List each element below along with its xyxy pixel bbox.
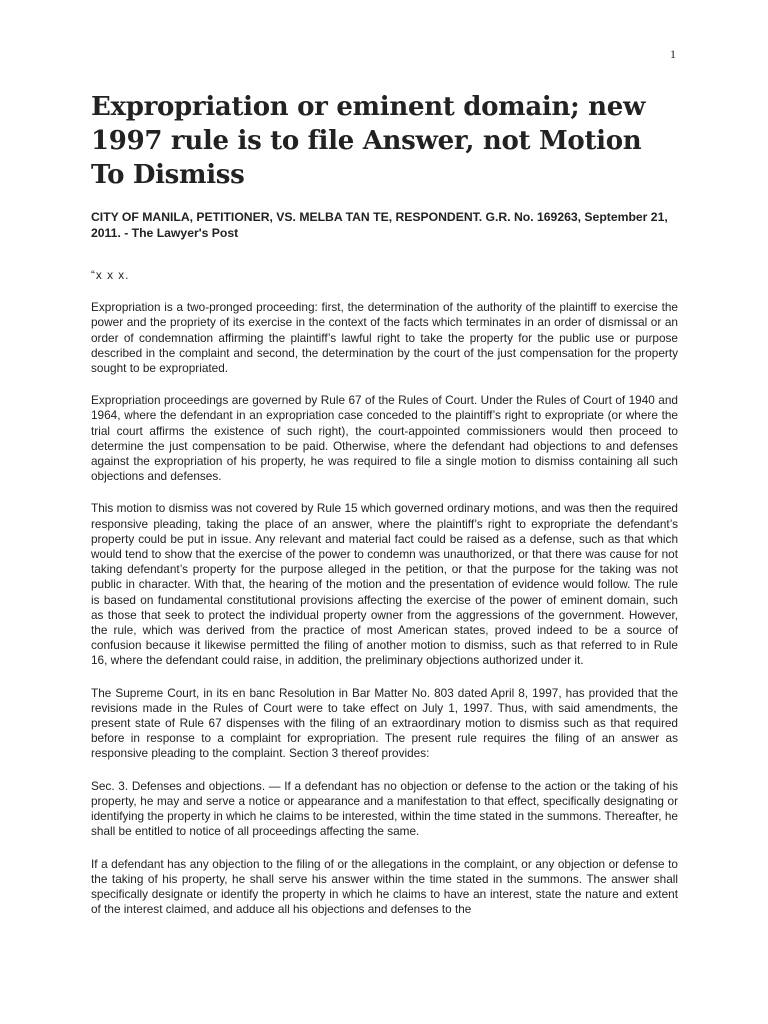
paragraph: The Supreme Court, in its en banc Resolution in Bar Matter No. 803 dated April 8, 1997, has provided that the revisions made in the Rules of Court were to take effect on July 1, 1997. Thus, with said amendments, the present state of Rule 67 dispenses with the filing of an extraordinary motion to dismiss such as that required before in response to a complaint for expropriation. The present rule requires the filing of an answer as responsive pleading to the complaint. Section 3 thereof provides: (91, 685, 678, 761)
article-body (91, 90, 678, 934)
article-title: Expropriation or eminent domain; new 1997 rule is to file Answer, not Motion To Dismiss (91, 92, 646, 190)
article-citation: CITY OF MANILA, PETITIONER, VS. MELBA TAN TE, RESPONDENT. G.R. No. 169263, September 21, 2011. - The Lawyer's Post (91, 210, 668, 240)
paragraph: Expropriation proceedings are governed by Rule 67 of the Rules of Court. Under the Rules of Court of 1940 and 1964, where the defendant in an expropriation case conceded to the plaintiff’s right to expropriate (or where the trial court affirms the existence of such right), the court-appointed commissioners would then proceed to determine the just compensation to be paid. Otherwise, where the defendant had objections to and defenses against the expropriation of his property, he was required to file a single motion to dismiss containing all such objections and defenses. (91, 393, 678, 484)
paragraph: This motion to dismiss was not covered by Rule 15 which governed ordinary motions, and was then the required responsive pleading, taking the place of an answer, where the plaintiff’s right to expropriate the defendant’s property could be put in issue. Any relevant and material fact could be raised as a defense, such as that which would tend to show that the exercise of the power to condemn was unauthorized, or that there was cause for not taking defendant’s property for the purpose alleged in the petition, or that the purpose for the taking was not public in character. With that, the hearing of the motion and the presentation of evidence would follow. The rule is based on fundamental constitutional provisions affecting the exercise of the power of eminent domain, such as those that seek to protect the individual property owner from the aggressions of the government. However, the rule, which was derived from the practice of most American states, proved indeed to be a source of confusion because it likewise permitted the filing of another motion to dismiss, such as that referred to in Rule 16, where the defendant could raise, in addition, the preliminary objections authorized under it. (91, 501, 678, 668)
paragraph-quoted-section: Sec. 3. Defenses and objections. — If a defendant has no objection or defense to the action or the taking of his property, he may and serve a notice or appearance and a manifestation to that effect, specifically designating or identifying the property in which he claims to be interested, within the time stated in the summons. Thereafter, he shall be entitled to notice of all proceedings affecting the same. (91, 778, 678, 839)
paragraph-quoted-section: If a defendant has any objection to the filing of or the allegations in the complaint, or any objection or defense to the taking of his property, he shall serve his answer within the time stated in the summons. The answer shall specifically designate or identify the property in which he claims to have an interest, state the nature and extent of the interest claimed, and adduce all his objections and defenses to the (91, 856, 678, 917)
page-number: 1 (670, 47, 676, 61)
paragraph: Expropriation is a two-pronged proceeding: first, the determination of the authority of the plaintiff to exercise the power and the propriety of its exercise in the context of the facts which terminates in an order of dismissal or an order of condemnation affirming the plaintiff’s lawful right to take the property for the public use or purpose described in the complaint and second, the determination by the court of the just compensation for the property sought to be expropriated. (91, 300, 678, 376)
paragraph-ellipsis: “x x x. (91, 268, 130, 282)
